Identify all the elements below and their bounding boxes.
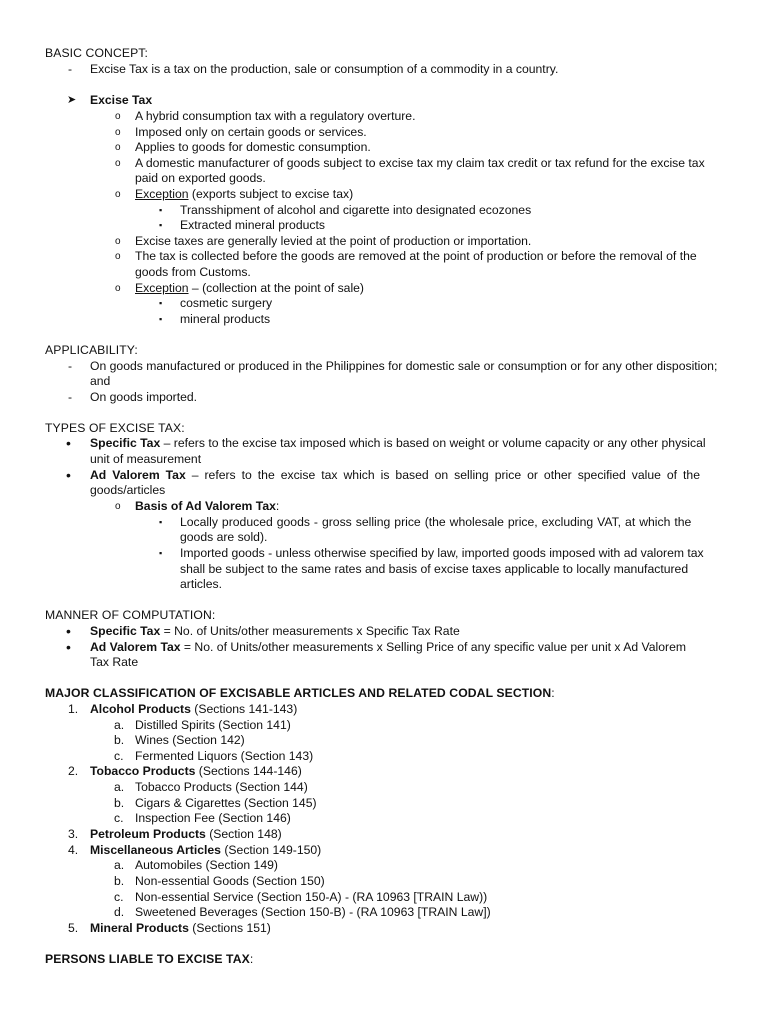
bullet-icon: •	[66, 467, 71, 483]
section-heading-computation: MANNER OF COMPUTATION:	[45, 608, 216, 622]
excise-point: Excise taxes are generally levied at the point of production or importation.	[135, 234, 532, 248]
exception-item: Extracted mineral products	[180, 218, 325, 232]
square-bullet-icon: ▪	[159, 314, 163, 324]
list-number: 5.	[68, 921, 79, 935]
circle-bullet-icon: o	[115, 189, 121, 200]
square-bullet-icon: ▪	[159, 517, 163, 527]
list-letter: c.	[114, 749, 124, 763]
section-heading-basic-concept: BASIC CONCEPT:	[45, 46, 148, 60]
list-letter: a.	[114, 780, 125, 794]
list-letter: b.	[114, 733, 125, 747]
exception-exports: Exception (exports subject to excise tax)	[135, 187, 354, 201]
classification-item: Fermented Liquors (Section 143)	[135, 749, 314, 763]
ad-valorem-tax-formula: Ad Valorem Tax = No. of Units/other measurements x Selling Price of any specific value per unit x Ad Valorem	[90, 640, 686, 654]
list-letter: c.	[114, 890, 124, 904]
list-letter: d.	[114, 905, 125, 919]
applicability-item: On goods imported.	[90, 390, 198, 404]
classification-item: Tobacco Products (Section 144)	[135, 780, 308, 794]
list-number: 4.	[68, 843, 79, 857]
excise-point: Applies to goods for domestic consumption.	[135, 140, 371, 154]
arrow-bullet-icon: ➤	[67, 94, 77, 106]
circle-bullet-icon: o	[115, 236, 121, 247]
classification-item: Cigars & Cigarettes (Section 145)	[135, 796, 317, 810]
classification-item: Distilled Spirits (Section 141)	[135, 718, 291, 732]
circle-bullet-icon: o	[115, 283, 121, 294]
classification-item: Non-essential Goods (Section 150)	[135, 874, 325, 888]
ad-valorem-tax-definition-continued: goods/articles	[90, 483, 166, 497]
exception-item: mineral products	[180, 312, 271, 326]
bullet-icon: •	[66, 435, 71, 451]
circle-bullet-icon: o	[115, 127, 121, 138]
classification-group-tobacco: Tobacco Products (Sections 144-146)	[90, 764, 302, 778]
section-heading-applicability: APPLICABILITY:	[45, 343, 138, 357]
classification-item: Automobiles (Section 149)	[135, 858, 278, 872]
classification-group-miscellaneous: Miscellaneous Articles (Section 149-150)	[90, 843, 322, 857]
basis-of-ad-valorem-heading: Basis of Ad Valorem Tax:	[135, 499, 280, 513]
list-letter: c.	[114, 811, 124, 825]
list-letter: a.	[114, 718, 125, 732]
square-bullet-icon: ▪	[159, 205, 163, 215]
exception-item: cosmetic surgery	[180, 296, 273, 310]
dash-marker: -	[68, 62, 73, 76]
circle-bullet-icon: o	[115, 111, 121, 122]
classification-item: Inspection Fee (Section 146)	[135, 811, 291, 825]
excise-point-continued: goods from Customs.	[135, 265, 251, 279]
excise-point-continued: paid on exported goods.	[135, 171, 266, 185]
excise-point: The tax is collected before the goods are removed at the point of production or before the removal of the	[135, 249, 697, 263]
specific-tax-formula: Specific Tax = No. of Units/other measurements x Specific Tax Rate	[90, 624, 460, 638]
section-heading-classification: MAJOR CLASSIFICATION OF EXCISABLE ARTICLES AND RELATED CODAL SECTION:	[45, 686, 555, 700]
circle-bullet-icon: o	[115, 251, 121, 262]
ad-valorem-tax-formula-continued: Tax Rate	[90, 655, 139, 669]
applicability-item: On goods manufactured or produced in the Philippines for domestic sale or consumption or for any other disposition;	[90, 359, 718, 373]
classification-item: Non-essential Service (Section 150-A) - (RA 10963 [TRAIN Law))	[135, 890, 488, 904]
bullet-icon: •	[66, 639, 71, 655]
classification-group-alcohol: Alcohol Products (Sections 141-143)	[90, 702, 298, 716]
exception-point-of-sale: Exception – (collection at the point of sale)	[135, 281, 364, 295]
dash-marker: -	[68, 390, 73, 404]
basis-item: Locally produced goods - gross selling price (the wholesale price, excluding VAT, at which the	[180, 515, 692, 529]
basis-item-continued: articles.	[180, 577, 222, 591]
list-letter: a.	[114, 858, 125, 872]
circle-bullet-icon: o	[115, 501, 121, 512]
classification-item: Wines (Section 142)	[135, 733, 245, 747]
ad-valorem-tax-definition: Ad Valorem Tax – refers to the excise tax which is based on selling price or other specified value of the	[90, 468, 700, 482]
list-letter: b.	[114, 796, 125, 810]
basis-item-continued: shall be subject to the same rates and basis of excise taxes applicable to locally manufactured	[180, 562, 689, 576]
circle-bullet-icon: o	[115, 142, 121, 153]
basic-concept-definition: Excise Tax is a tax on the production, sale or consumption of a commodity in a country.	[90, 62, 559, 76]
excise-tax-label: Excise Tax	[90, 93, 153, 107]
dash-marker: -	[68, 359, 73, 373]
specific-tax-definition: Specific Tax – refers to the excise tax imposed which is based on weight or volume capacity or any other physical	[90, 436, 706, 450]
classification-group-mineral: Mineral Products (Sections 151)	[90, 921, 271, 935]
bullet-icon: •	[66, 623, 71, 639]
square-bullet-icon: ▪	[159, 220, 163, 230]
basis-item: Imported goods - unless otherwise specified by law, imported goods imposed with ad valorem tax	[180, 546, 704, 560]
list-number: 1.	[68, 702, 79, 716]
square-bullet-icon: ▪	[159, 548, 163, 558]
section-heading-types: TYPES OF EXCISE TAX:	[45, 421, 185, 435]
exception-item: Transshipment of alcohol and cigarette into designated ecozones	[180, 203, 532, 217]
square-bullet-icon: ▪	[159, 298, 163, 308]
basis-item-continued: goods are sold).	[180, 530, 268, 544]
excise-point: Imposed only on certain goods or services.	[135, 125, 367, 139]
list-number: 2.	[68, 764, 79, 778]
excise-point: A domestic manufacturer of goods subject to excise tax my claim tax credit or tax refund for the excise tax	[135, 156, 705, 170]
list-number: 3.	[68, 827, 79, 841]
specific-tax-definition-continued: unit of measurement	[90, 452, 202, 466]
classification-group-petroleum: Petroleum Products (Section 148)	[90, 827, 282, 841]
applicability-item-continued: and	[90, 374, 111, 388]
classification-item: Sweetened Beverages (Section 150-B) - (RA 10963 [TRAIN Law])	[135, 905, 491, 919]
excise-point: A hybrid consumption tax with a regulatory overture.	[135, 109, 416, 123]
circle-bullet-icon: o	[115, 158, 121, 169]
section-heading-persons-liable: PERSONS LIABLE TO EXCISE TAX:	[45, 952, 254, 966]
list-letter: b.	[114, 874, 125, 888]
